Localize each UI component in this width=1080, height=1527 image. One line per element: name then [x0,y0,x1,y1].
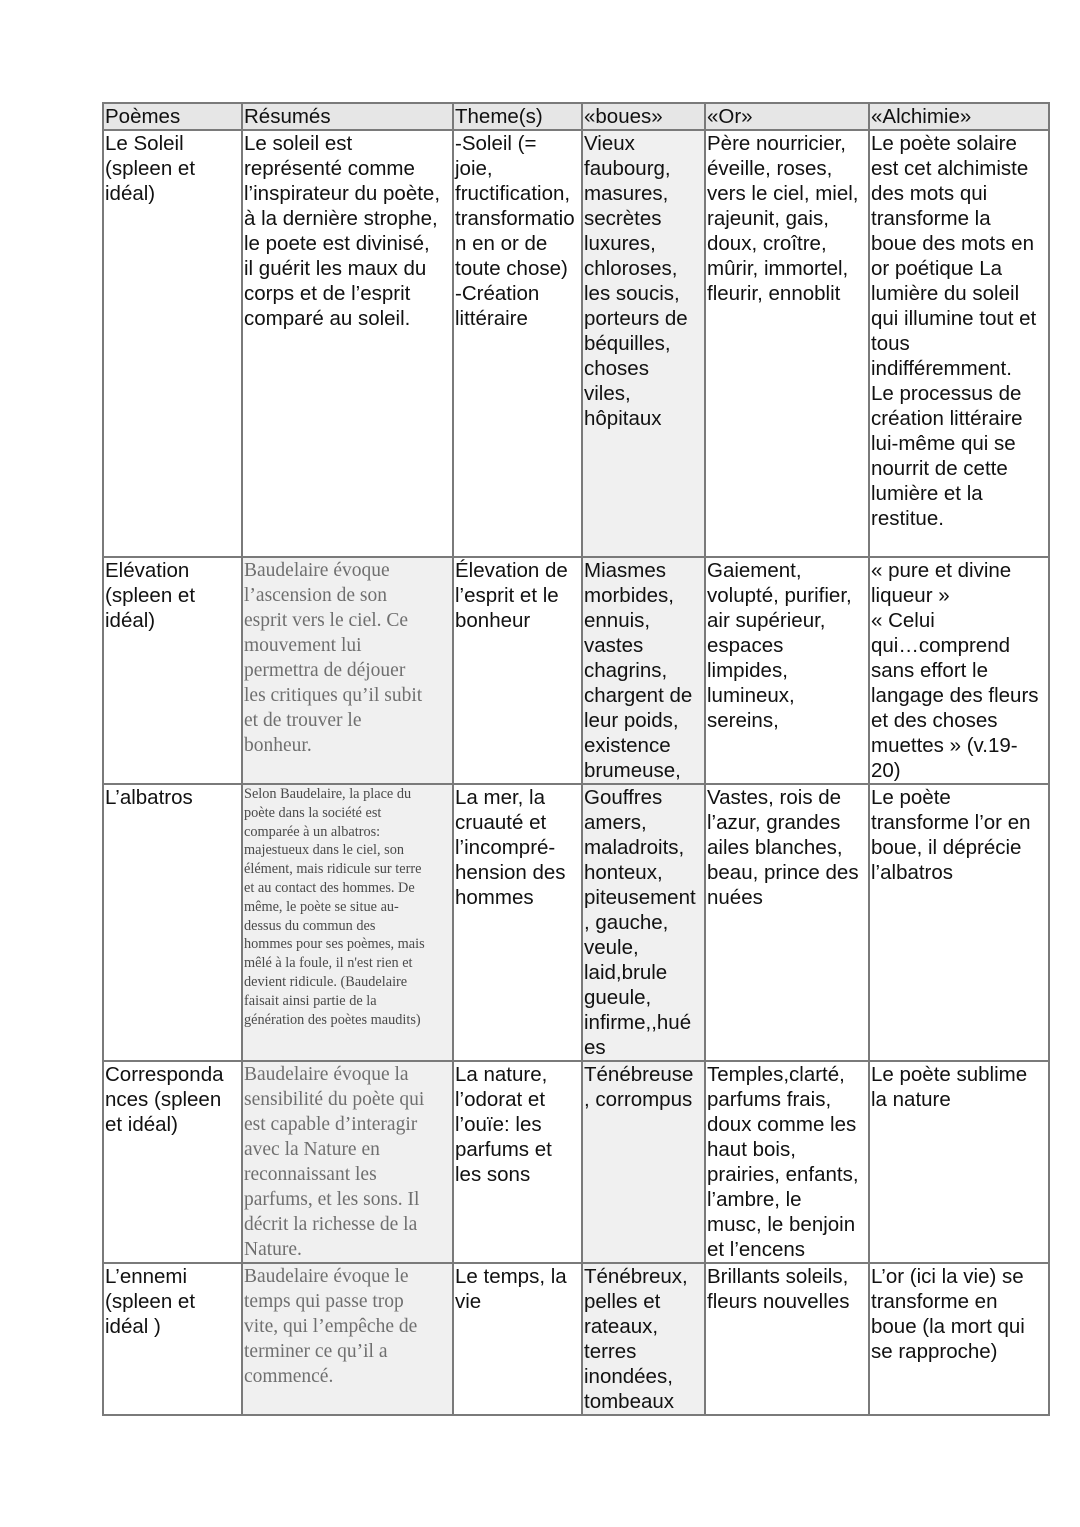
summary-cell: Baudelaire évoque l’ascension de son esprit vers le ciel. Ce mouvement lui permettra de déjouer les critiques qu’il subit et de trouver le bonheur. [242,557,453,784]
alchimie-cell: Le poète sublime la nature [869,1061,1049,1263]
poems-table [102,102,1050,1416]
boues-cell: Vieux faubourg, masures, secrètes luxures, chloroses, les soucis, porteurs de béquilles, choses viles, hôpitaux [582,130,705,557]
poem-cell: Corresponda nces (spleen et idéal) [103,1061,242,1263]
poem-cell: L’ennemi (spleen et idéal ) [103,1263,242,1415]
poem-cell: Le Soleil (spleen et idéal) [103,130,242,557]
table-row [103,1263,1049,1415]
header-themes: Theme(s) [453,103,582,130]
themes-cell: Le temps, la vie [453,1263,582,1415]
header-or: «Or» [705,103,869,130]
themes-cell: Élevation de l’esprit et le bonheur [453,557,582,784]
alchimie-cell: Le poète solaire est cet alchimiste des mots qui transforme la boue des mots en or poétique La lumière du soleil qui illumine tout et tous indifféremment. Le processus de création littéraire lui-même qui se nourrit de cette lumière et la restitue. [869,130,1049,557]
header-resumes: Résumés [242,103,453,130]
alchimie-cell: L’or (ici la vie) se transforme en boue (la mort qui se rapproche) [869,1263,1049,1415]
or-cell: Temples,clarté, parfums frais, doux comme les haut bois, prairies, enfants, l’ambre, le musc, le benjoin et l’encens [705,1061,869,1263]
or-cell: Vastes, rois de l’azur, grandes ailes blanches, beau, prince des nuées [705,784,869,1061]
themes-cell: La mer, la cruauté et l’incompré- hension des hommes [453,784,582,1061]
or-cell: Brillants soleils, fleurs nouvelles [705,1263,869,1415]
boues-cell: Ténébreuse , corrompus [582,1061,705,1263]
header-poemes: Poèmes [103,103,242,130]
alchimie-cell: « pure et divine liqueur » « Celui qui…comprend sans effort le langage des fleurs et des choses muettes » (v.19- 20) [869,557,1049,784]
or-cell: Gaiement, volupté, purifier, air supérieur, espaces limpides, lumineux, sereins, [705,557,869,784]
boues-cell: Gouffres amers, maladroits, honteux, piteusement , gauche, veule, laid,brule gueule, infirme,,hué es [582,784,705,1061]
or-cell: Père nourricier, éveille, roses, vers le ciel, miel, rajeunit, gais, doux, croître, mûrir, immortel, fleurir, ennoblit [705,130,869,557]
table-row [103,130,1049,557]
summary-cell: Baudelaire évoque la sensibilité du poète qui est capable d’interagir avec la Nature en reconnaissant les parfums, et les sons. Il décrit la richesse de la Nature. [242,1061,453,1263]
poem-cell: L’albatros [103,784,242,1061]
header-boues: «boues» [582,103,705,130]
alchimie-cell: Le poète transforme l’or en boue, il déprécie l’albatros [869,784,1049,1061]
boues-cell: Ténébreux, pelles et rateaux, terres inondées, tombeaux [582,1263,705,1415]
table-row [103,1061,1049,1263]
themes-cell: La nature, l’odorat et l’ouïe: les parfums et les sons [453,1061,582,1263]
themes-cell: -Soleil (= joie, fructification, transformatio n en or de toute chose) -Création littéraire [453,130,582,557]
summary-cell: Selon Baudelaire, la place du poète dans la société est comparée à un albatros: majestueux dans le ciel, son élément, mais ridicule sur terre et au contact des hommes. De même, le poète se situe au- dessus du commun des hommes pour ses poèmes, mais mêlé à la foule, il n'est rien et devient ridicule. (Baudelaire faisait ainsi partie de la génération des poètes maudits) [242,784,453,1061]
table-row [103,557,1049,784]
header-alchimie: «Alchimie» [869,103,1049,130]
table-row [103,784,1049,1061]
poem-cell: Elévation (spleen et idéal) [103,557,242,784]
summary-cell: Le soleil est représenté comme l’inspirateur du poète, à la dernière strophe, le poete est divinisé, il guérit les maux du corps et de l’esprit comparé au soleil. [242,130,453,557]
header-row [103,103,1049,130]
summary-cell: Baudelaire évoque le temps qui passe trop vite, qui l’empêche de terminer ce qu’il a commencé. [242,1263,453,1415]
boues-cell: Miasmes morbides, ennuis, vastes chagrins, chargent de leur poids, existence brumeuse, [582,557,705,784]
